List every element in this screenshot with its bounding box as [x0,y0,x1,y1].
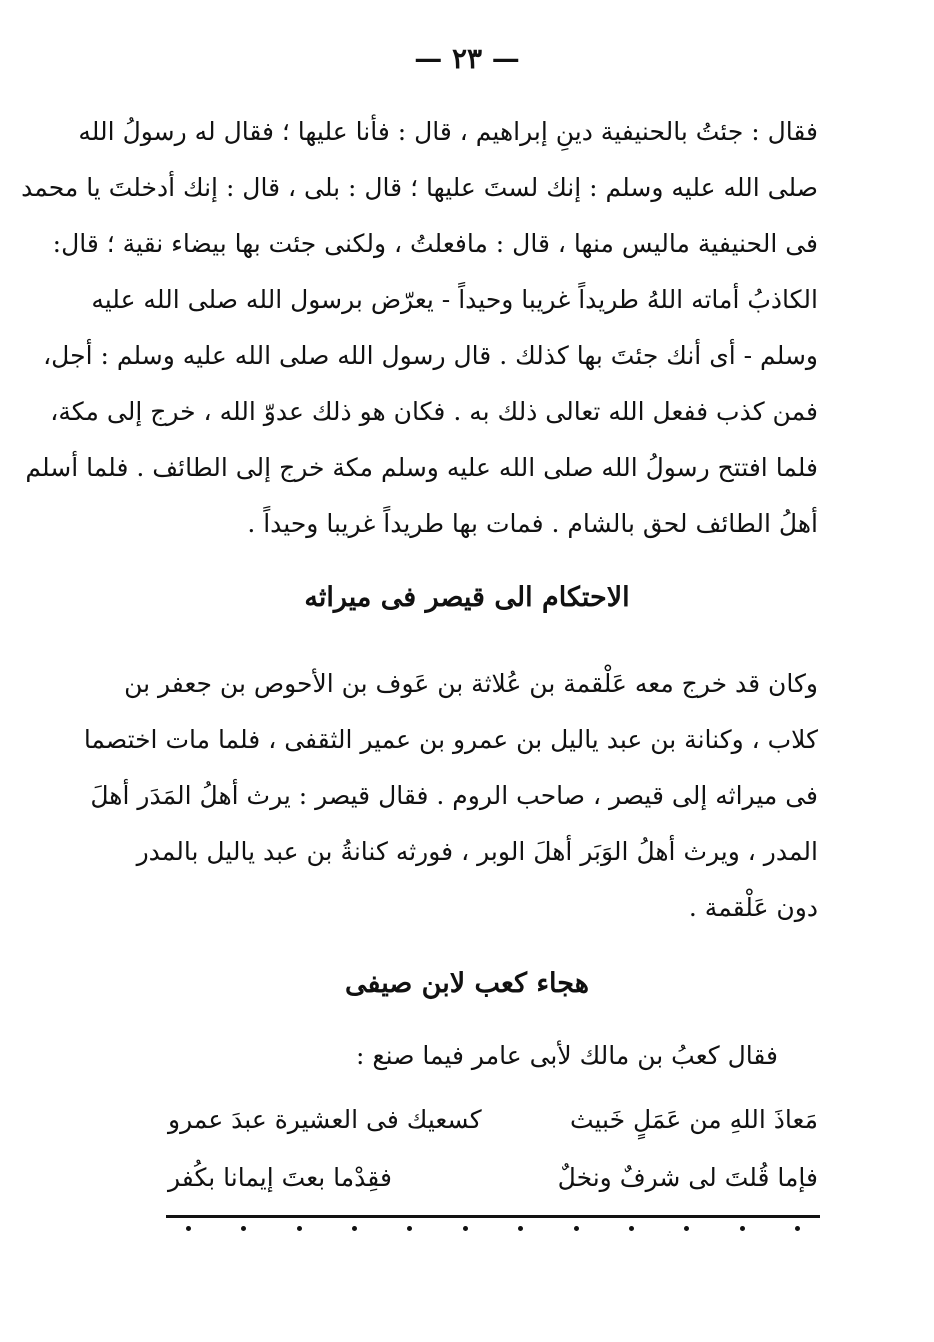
text-line: فلما افتتح رسولُ الله صلى الله عليه وسلم مكة خرج إلى الطائف . فلما أسلم [25,453,818,482]
dot-icon [795,1226,800,1231]
dot-icon [574,1226,579,1231]
paragraph-1 [21,104,818,552]
text-line: دون عَلْقمة . [688,893,818,922]
text-line: أهلُ الطائف لحق بالشام . فمات بها طريداً غريبا وحيداً . [247,509,818,538]
verse-line [168,1153,818,1203]
text-line: كلاب ، وكنانة بن عبد ياليل بن عمرو بن عمير الثقفى ، فلما مات اختصما [83,725,818,754]
dot-icon [297,1226,302,1231]
text-line: فقال كعبُ بن مالك لأبى عامر فيما صنع : [356,1041,778,1070]
dot-icon [629,1226,634,1231]
paragraph-2 [83,656,818,936]
text-line: الكاذبُ أماته اللهُ طريداً غريبا وحيداً - يعرّض برسول الله صلى الله عليه [91,285,818,314]
dot-icon [352,1226,357,1231]
verse-line [168,1095,818,1145]
dot-icon [186,1226,191,1231]
dot-icon [740,1226,745,1231]
text-line: المدر ، ويرث أهلُ الوَبَر أهلَ الوبر ، فورثه كنانةُ بن عبد ياليل بالمدر [136,837,818,866]
poem-intro [168,1028,818,1084]
dot-icon [518,1226,523,1231]
text-line: فقال : جئتُ بالحنيفية دينِ إبراهيم ، قال : فأنا عليها ؛ فقال له رسولُ الله [78,117,818,146]
text-line: وسلم - أى أنك جئتَ بها كذلك . قال رسول الله صلى الله عليه وسلم : أجل، [43,341,818,370]
verse-hemistich: كسعيك فى العشيرة عبدَ عمرو [168,1105,482,1134]
footer-rule [166,1215,820,1218]
dot-icon [463,1226,468,1231]
text-line: فمن كذب ففعل الله تعالى ذلك به . فكان هو ذلك عدوّ الله ، خرج إلى مكة، [50,397,818,426]
dot-icon [241,1226,246,1231]
text-line: وكان قد خرج معه عَلْقمة بن عُلاثة بن عَوف بن الأحوص بن جعفر بن [124,669,818,698]
page-number: — ٢٣ — [414,42,520,75]
verse-hemistich: مَعاذَ اللهِ من عَمَلٍ خَبيث [569,1105,818,1134]
text-line: فى الحنيفية ماليس منها ، قال : مافعلتُ ، ولكنى جئت بها بيضاء نقية ؛ قال: [52,229,818,258]
text-line: صلى الله عليه وسلم : إنك لستَ عليها ؛ قال : بلى ، قال : إنك أدخلتَ يا محمد [21,173,818,202]
verse-hemistich: فإما قُلتَ لى شرفٌ ونخلٌ [557,1163,818,1192]
footer-dots [186,1226,800,1231]
dot-icon [684,1226,689,1231]
verse-hemistich: فقِدْما بعتَ إيمانا بكُفر [168,1163,392,1192]
section-heading: الاحتكام الى قيصر فى ميراثه [304,582,630,613]
section-heading: هجاء كعب لابن صيفى [345,968,589,999]
text-line: فى ميراثه إلى قيصر ، صاحب الروم . فقال قيصر : يرث أهلُ المَدَر أهلَ [90,781,818,810]
dot-icon [407,1226,412,1231]
